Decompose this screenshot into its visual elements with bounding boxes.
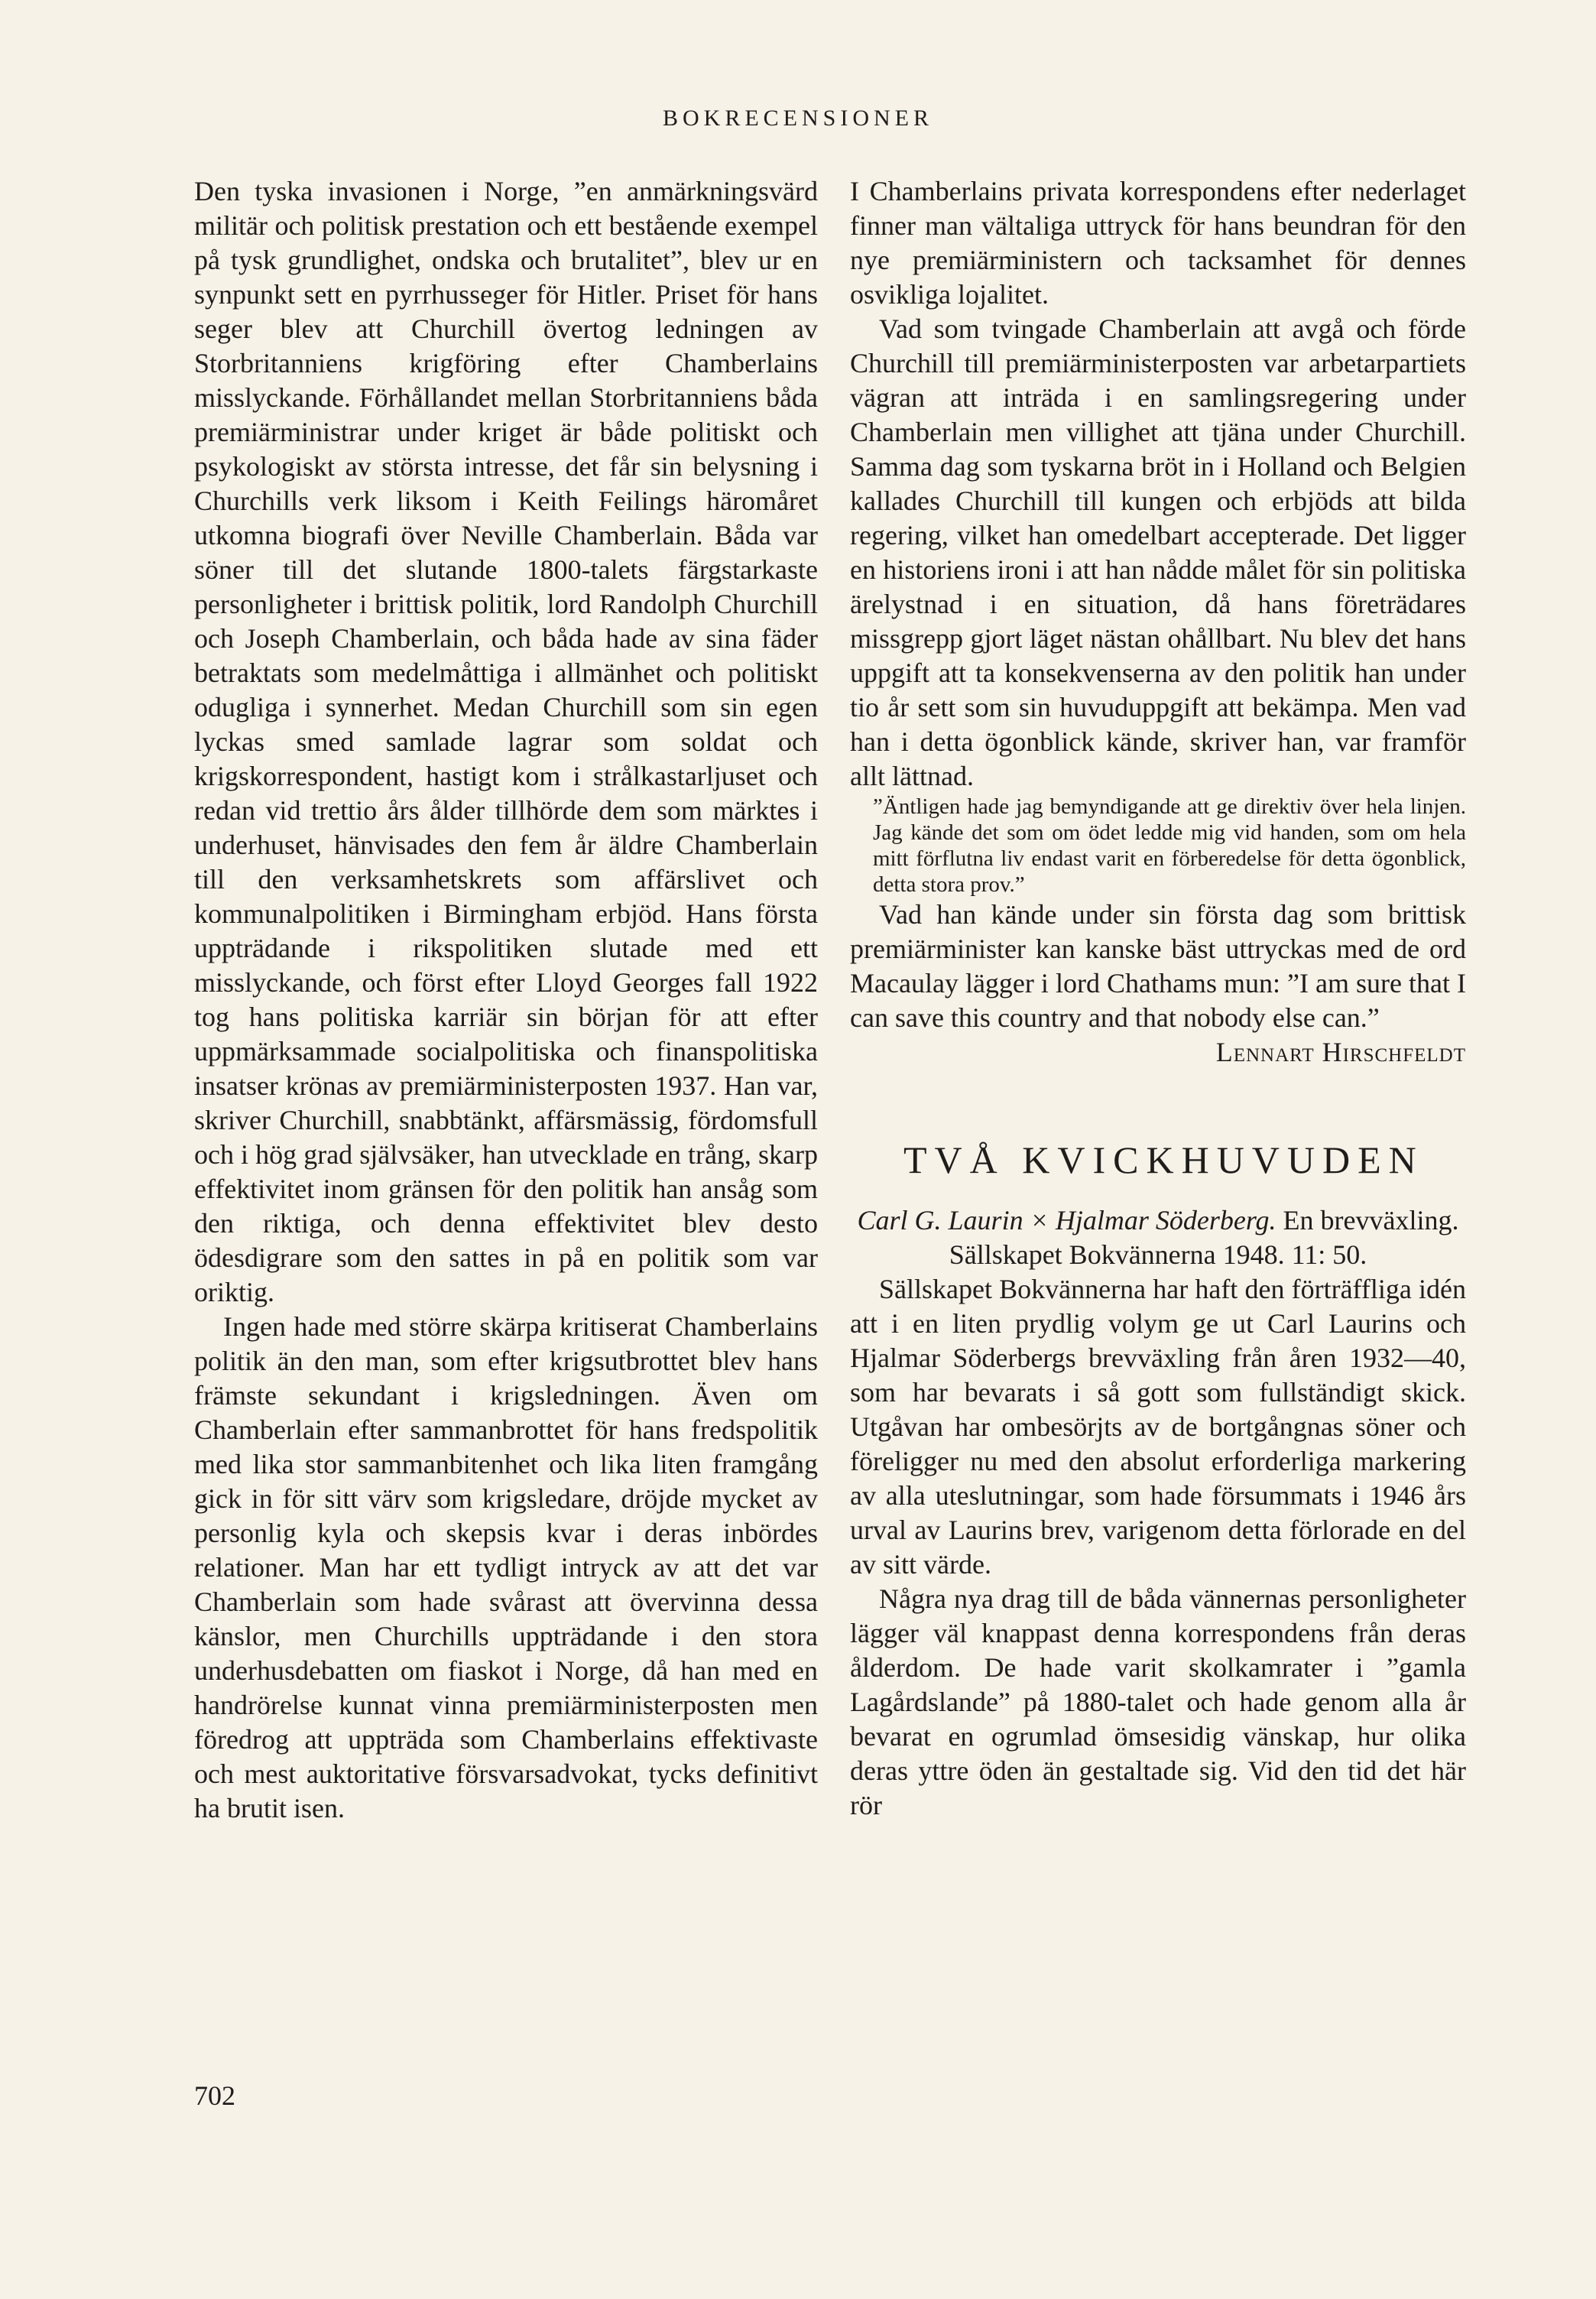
paragraph: Ingen hade med större skärpa kritiserat Chamberlains politik än den man, som efter krigsutbrottet blev hans främste sekundant i krigsledningen. Även om Chamberlain efter sammanbrottet för hans fredspolitik med lika stor sammanbitenhet och lika liten framgång gick in för sitt värv som krigsledare, dröjde mycket av personlig kyla och skepsis kvar i deras inbördes relationer. Man har ett tydligt intryck av att det var Chamberlain som hade svårast att övervinna dessa känslor, men Churchills uppträdande i den stora underhusdebatten om fiaskot i Norge, då han med en handrörelse kunnat vinna premiärministerposten men föredrog att uppträda som Chamberlains effektivaste och mest auktoritative försvarsadvokat, tycks definitivt ha brutit isen. [194,1311,818,1823]
left-column [194,174,818,2055]
reviewer-signature: Lennart Hirschfeldt [1215,1037,1466,1067]
block-quote: ”Äntligen hade jag bemyndigande att ge direktiv över hela linjen. Jag kände det som om ödet ledde mig vid handen, som om hela mitt förflutna liv endast varit en förberedelse för detta ögonblick, detta stora prov.” [873,794,1466,897]
paragraph: Den tyska invasionen i Norge, ”en anmärkningsvärd militär och politisk prestation och ett bestående exempel på tysk grundlighet, ondska och brutalitet”, blev ur en synpunkt sett en pyrrhusseger för Hitler. Priset för hans seger blev att Churchill övertog ledningen av Storbritanniens krigföring efter Chamberlains misslyckande. Förhållandet mellan Storbritanniens båda premiärministrar under kriget är både politiskt och psykologiskt av största intresse, det får sin belysning i Churchills verk liksom i Keith Feilings häromåret utkomna biografi över Neville Chamberlain. Båda var söner till det slutande 1800-talets färgstarkaste personligheter i brittisk politik, lord Randolph Churchill och Joseph Chamberlain, och båda hade av sina fäder betraktats som medelmåttiga i allmänhet och politiskt odugliga i synnerhet. Medan Churchill som sin egen lyckas smed samlade lagrar som soldat och krigskorrespondent, hastigt kom i strålkastarljuset och redan vid trettio års ålder tillhörde dem som märktes i underhuset, hänvisades den fem år äldre Chamberlain till den verksamhetskrets som affärslivet och kommunalpolitiken i Birmingham erbjöd. Hans första uppträdande i rikspolitiken slutade med ett misslyckande, och först efter Lloyd Georges fall 1922 tog hans politiska karriär sin början för att efter uppmärksammade socialpolitiska och finanspolitiska insatser krönas av premiärministerposten 1937. Han var, skriver Churchill, snabbtänkt, affärsmässig, fördomsfull och i hög grad självsäker, han utvecklade en trång, skarp effektivitet inom gränsen för den politik han ansåg som den riktiga, och denna effektivitet blev desto ödesdigrare som den sattes in på en politik som var oriktig. [194,176,818,1307]
running-head: BOKRECENSIONER [662,106,933,131]
book-authors: Carl G. Laurin × Hjalmar Söderberg. [857,1205,1276,1236]
book-details: En brevväxling. Sällskapet Bokvännerna 1948. 11: 50. [949,1205,1459,1270]
paragraph: I Chamberlains privata korrespondens efter nederlaget finner man vältaliga uttryck för hans beundran för den nye premiärministern och tacksamhet för dennes osvikliga lojalitet. [850,176,1466,310]
paragraph: Några nya drag till de båda vännernas personligheter lägger väl knappast denna korrespondens från deras ålderdom. De hade varit skolkamrater i ”gamla Lagårdslande” på 1880-talet och hade genom alla år bevarat en ogrumlad ömsesidig vänskap, hur olika deras yttre öden än gestaltade sig. Vid den tid det här rör [850,1583,1466,1820]
paragraph: Vad han kände under sin första dag som brittisk premiärminister kan kanske bäst uttryckas med de ord Macaulay lägger i lord Chathams mun: ”I am sure that I can save this country and that nobody else can.” [850,899,1466,1033]
paragraph: Sällskapet Bokvännerna har haft den förträffliga idén att i en liten prydlig volym ge ut Carl Laurins och Hjalmar Söderbergs brevväxling från åren 1932—40, som har bevarats i så gott som fullständigt skick. Utgåvan har ombesörjts av de bortgångnas söner och föreligger nu med den absolut erforderliga markering av alla uteslutningar, som hade försummats i 1946 års urval av Laurins brev, varigenom detta förlorade en del av sitt värde. [850,1274,1466,1580]
right-column [850,174,1466,2055]
paragraph: Vad som tvingade Chamberlain att avgå och förde Churchill till premiärministerposten var arbetarpartiets vägran att inträda i en samlingsregering under Chamberlain men villighet att tjäna under Churchill. Samma dag som tyskarna bröt in i Holland och Belgien kallades Churchill till kungen och erbjöds att bilda regering, vilket han omedelbart accepterade. Det ligger en historiens ironi i att han nådde målet för sin politiska ärelystnad i en situation, då hans företrädares missgrepp gjort läget nästan ohållbart. Nu blev det hans uppgift att ta konsekvenserna av den politik han under tio år sett som sin huvuduppgift att bekämpa. Men vad han i detta ögonblick kände, skriver han, var framför allt lättnad. [850,313,1466,791]
page-number: 702 [194,2080,235,2111]
section-title: TVÅ KVICKHUVUDEN [903,1138,1424,1181]
book-citation [850,1203,1466,1272]
